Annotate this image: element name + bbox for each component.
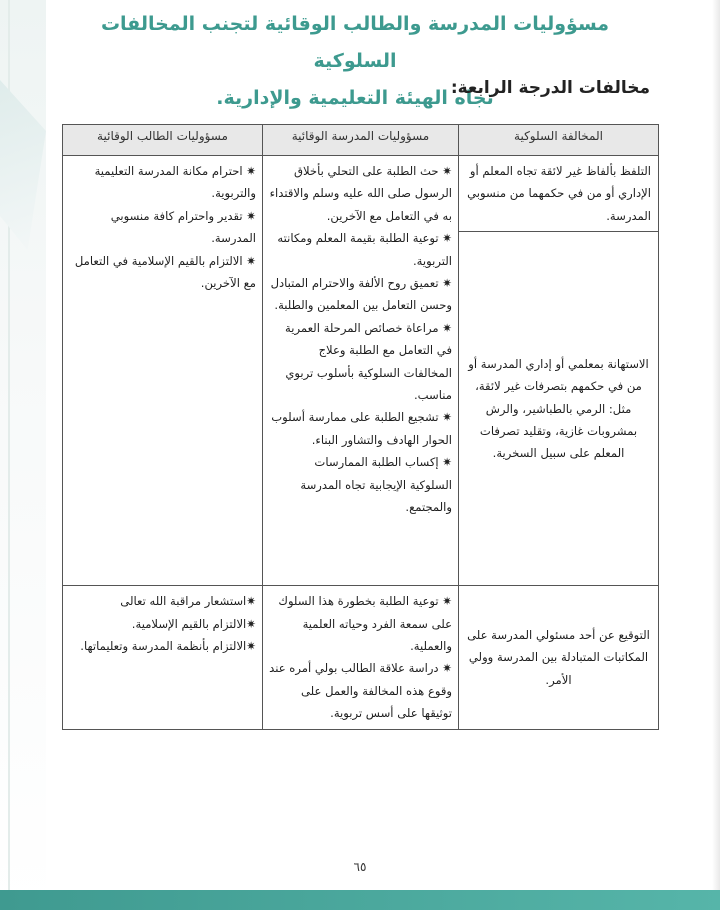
header-school-responsibilities: مسؤوليات المدرسة الوقائية: [263, 125, 459, 156]
list-item: ✷ توعية الطلبة بقيمة المعلم ومكانته التربوية.: [277, 231, 452, 268]
school-responsibilities-cell: [263, 586, 459, 729]
list-item: ✷ حث الطلبة على التحلي بأخلاق الرسول صلى الله عليه وسلم والاقتداء به في التعامل مع الآخرين.: [269, 164, 452, 223]
bullet-star-icon: ✷: [442, 410, 452, 425]
list-item: ✷ إكساب الطلبة الممارسات السلوكية الإيجابية تجاه المدرسة والمجتمع.: [300, 455, 452, 515]
bullet-star-icon: ✷: [442, 594, 452, 609]
list-item: ✷ تشجيع الطلبة على ممارسة أسلوب الحوار الهادف والتشاور البناء.: [271, 410, 452, 447]
violation-cell: التلفظ بألفاظ غير لائقة تجاه المعلم أو الإداري أو من في حكمهما من منسوبي المدرسة.: [459, 156, 659, 232]
bullet-star-icon: ✷: [246, 253, 256, 268]
list-item: ✷ الالتزام بالقيم الإسلامية في التعامل مع الآخرين.: [74, 253, 256, 291]
header-violation: المخالفة السلوكية: [459, 125, 659, 156]
footer-bar: [0, 890, 720, 910]
list-item: ✷الالتزام بأنظمة المدرسة وتعليماتها.: [80, 639, 256, 654]
page-number: ٦٥: [353, 860, 367, 874]
bullet-star-icon: ✷: [246, 594, 256, 609]
violation-cell: الاستهانة بمعلمي أو إداري المدرسة أو من في حكمهم بتصرفات غير لائقة، مثل: الرمي بالطباشير، والرش بمشروبات غازية، وتقليد تصرفات المعلم على سبيل السخرية.: [459, 232, 659, 586]
list-item: ✷ توعية الطلبة بخطورة هذا السلوك على سمعة الفرد وحياته العلمية والعملية.: [278, 594, 452, 654]
bullet-star-icon: ✷: [442, 661, 452, 676]
decorative-left-margin: [0, 0, 46, 910]
bullet-star-icon: ✷: [246, 639, 256, 654]
student-responsibilities-cell: [63, 586, 263, 729]
table-row: [63, 586, 659, 729]
table-row: [63, 156, 659, 232]
bullet-star-icon: ✷: [442, 231, 452, 246]
list-item: ✷ احترام مكانة المدرسة التعليمية والتربوية.: [94, 164, 256, 201]
header-student-responsibilities: مسؤوليات الطالب الوقائية: [63, 125, 263, 156]
bullet-star-icon: ✷: [442, 320, 452, 335]
title-line-1: مسؤوليات المدرسة والطالب الوقائية لتجنب المخالفات السلوكية: [100, 13, 610, 72]
violation-cell: التوقيع عن أحد مسئولي المدرسة على المكاتبات المتبادلة بين المدرسة وولي الأمر.: [459, 586, 659, 729]
list-item: ✷ تعميق روح الألفة والاحترام المتبادل وحسن التعامل بين المعلمين والطلبة.: [270, 276, 452, 313]
responsibilities-table: [62, 124, 659, 730]
bullet-star-icon: ✷: [442, 276, 452, 291]
page-spine-shadow: [712, 0, 720, 890]
table-header-row: [63, 125, 659, 156]
bullet-star-icon: ✷: [246, 616, 256, 631]
section-title: مخالفات الدرجة الرابعة:: [450, 78, 650, 98]
list-item: ✷استشعار مراقبة الله تعالى: [120, 594, 256, 609]
decorative-shape: [0, 80, 46, 250]
school-responsibilities-cell: [263, 156, 459, 586]
bullet-star-icon: ✷: [246, 164, 256, 178]
title-line-2: تجاه الهيئة التعليمية والإدارية.: [216, 87, 494, 109]
page-title: [80, 6, 630, 117]
list-item: ✷ تقدير واحترام كافة منسوبي المدرسة.: [110, 208, 256, 246]
student-responsibilities-cell: [63, 156, 263, 586]
bullet-star-icon: ✷: [246, 208, 256, 223]
bullet-star-icon: ✷: [442, 164, 452, 178]
bullet-star-icon: ✷: [442, 455, 452, 470]
list-item: ✷الالتزام بالقيم الإسلامية.: [131, 616, 256, 631]
list-item: ✷ دراسة علاقة الطالب بولي أمره عند وقوع هذه المخالفة والعمل على توثيقها على أسس تربوية.: [269, 661, 452, 721]
list-item: ✷ مراعاة خصائص المرحلة العمرية في التعامل مع الطلبة وعلاج المخالفات السلوكية بأسلوب تربوي مناسب.: [285, 320, 452, 403]
